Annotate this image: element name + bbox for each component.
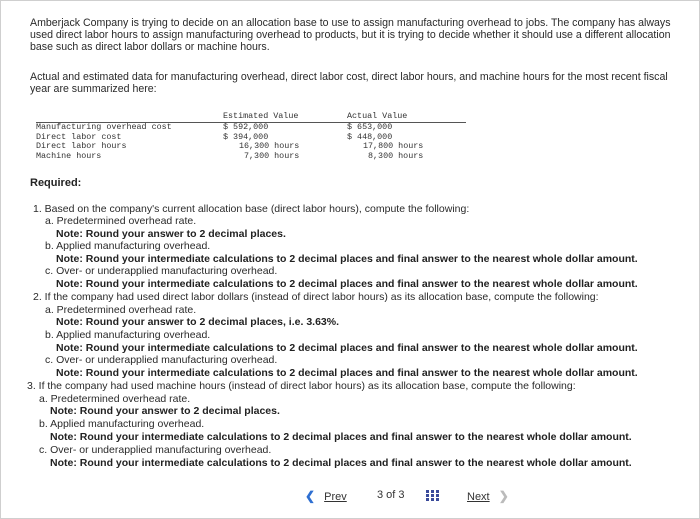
actual-value: $ 448,000 xyxy=(347,131,393,142)
prev-label: Prev xyxy=(324,491,347,503)
pagination xyxy=(305,488,515,506)
next-button[interactable] xyxy=(467,489,509,503)
data-table xyxy=(36,112,466,162)
chevron-left-icon: ❮ xyxy=(305,489,316,503)
note-3c: Note: Round your intermediate calculations to 2 decimal places and final answer to the nearest whole dollar amount. xyxy=(50,457,632,469)
row-label: Machine hours xyxy=(36,151,102,162)
question-1c: c. Over- or underapplied manufacturing overhead. xyxy=(45,265,278,277)
question-3c: c. Over- or underapplied manufacturing overhead. xyxy=(39,444,272,456)
note-1a: Note: Round your answer to 2 decimal places. xyxy=(56,228,286,240)
table-header-actual: Actual Value xyxy=(347,112,466,122)
question-1a: a. Predetermined overhead rate. xyxy=(45,215,197,227)
note-2a: Note: Round your answer to 2 decimal places, i.e. 3.63%. xyxy=(56,316,340,328)
prev-button[interactable] xyxy=(305,489,347,503)
intro-paragraph: Amberjack Company is trying to decide on an allocation base to use to assign manufacturing overhead to jobs. The company has always used direct labor hours to assign manufacturing overhead to products, but it is trying to decide whether it should use a different allocation base such as direct labor dollars or machine hours. xyxy=(30,17,671,53)
question-2b: b. Applied manufacturing overhead. xyxy=(45,329,211,341)
chevron-right-icon: ❯ xyxy=(498,489,509,503)
table-header-label xyxy=(36,112,223,122)
note-1b: Note: Round your intermediate calculations to 2 decimal places and final answer to the nearest whole dollar amount. xyxy=(56,253,638,265)
estimated-value: 16,300 hours xyxy=(239,141,300,152)
note-1c: Note: Round your intermediate calculations to 2 decimal places and final answer to the nearest whole dollar amount. xyxy=(56,278,638,290)
question-1: 1. Based on the company's current allocation base (direct labor hours), compute the following: xyxy=(33,203,470,215)
row-label: Direct labor hours xyxy=(36,141,127,152)
question-2: 2. If the company had used direct labor dollars (instead of direct labor hours) as its allocation base, compute the following: xyxy=(33,291,599,303)
question-2a: a. Predetermined overhead rate. xyxy=(45,304,197,316)
table-header-estimated: Estimated Value xyxy=(223,112,347,122)
question-3b: b. Applied manufacturing overhead. xyxy=(39,418,205,430)
actual-value: $ 653,000 xyxy=(347,121,393,132)
next-label: Next xyxy=(467,491,490,503)
estimated-value: $ 592,000 xyxy=(223,121,269,132)
grid-icon[interactable] xyxy=(426,490,440,502)
note-3b: Note: Round your intermediate calculations to 2 decimal places and final answer to the nearest whole dollar amount. xyxy=(50,431,632,443)
row-label: Manufacturing overhead cost xyxy=(36,121,172,132)
actual-value: 8,300 hours xyxy=(368,151,424,162)
row-label: Direct labor cost xyxy=(36,131,122,142)
note-2b: Note: Round your intermediate calculations to 2 decimal places and final answer to the nearest whole dollar amount. xyxy=(56,342,638,354)
estimated-value: 7,300 hours xyxy=(244,151,300,162)
required-heading: Required: xyxy=(30,177,82,189)
table-row xyxy=(36,152,466,162)
question-3a: a. Predetermined overhead rate. xyxy=(39,393,191,405)
table-header-row xyxy=(36,112,466,122)
data-summary-paragraph: Actual and estimated data for manufacturing overhead, direct labor cost, direct labor hours, and machine hours for the most recent fiscal year are summarized here: xyxy=(30,71,668,95)
note-3a: Note: Round your answer to 2 decimal places. xyxy=(50,405,280,417)
note-2c: Note: Round your intermediate calculations to 2 decimal places and final answer to the nearest whole dollar amount. xyxy=(56,367,638,379)
question-1b: b. Applied manufacturing overhead. xyxy=(45,240,211,252)
question-2c: c. Over- or underapplied manufacturing overhead. xyxy=(45,354,278,366)
actual-value: 17,800 hours xyxy=(363,141,424,152)
estimated-value: $ 394,000 xyxy=(223,131,269,142)
page-count: 3 of 3 xyxy=(377,489,405,501)
question-3: 3. If the company had used machine hours (instead of direct labor hours) as its allocation base, compute the following: xyxy=(27,380,576,392)
